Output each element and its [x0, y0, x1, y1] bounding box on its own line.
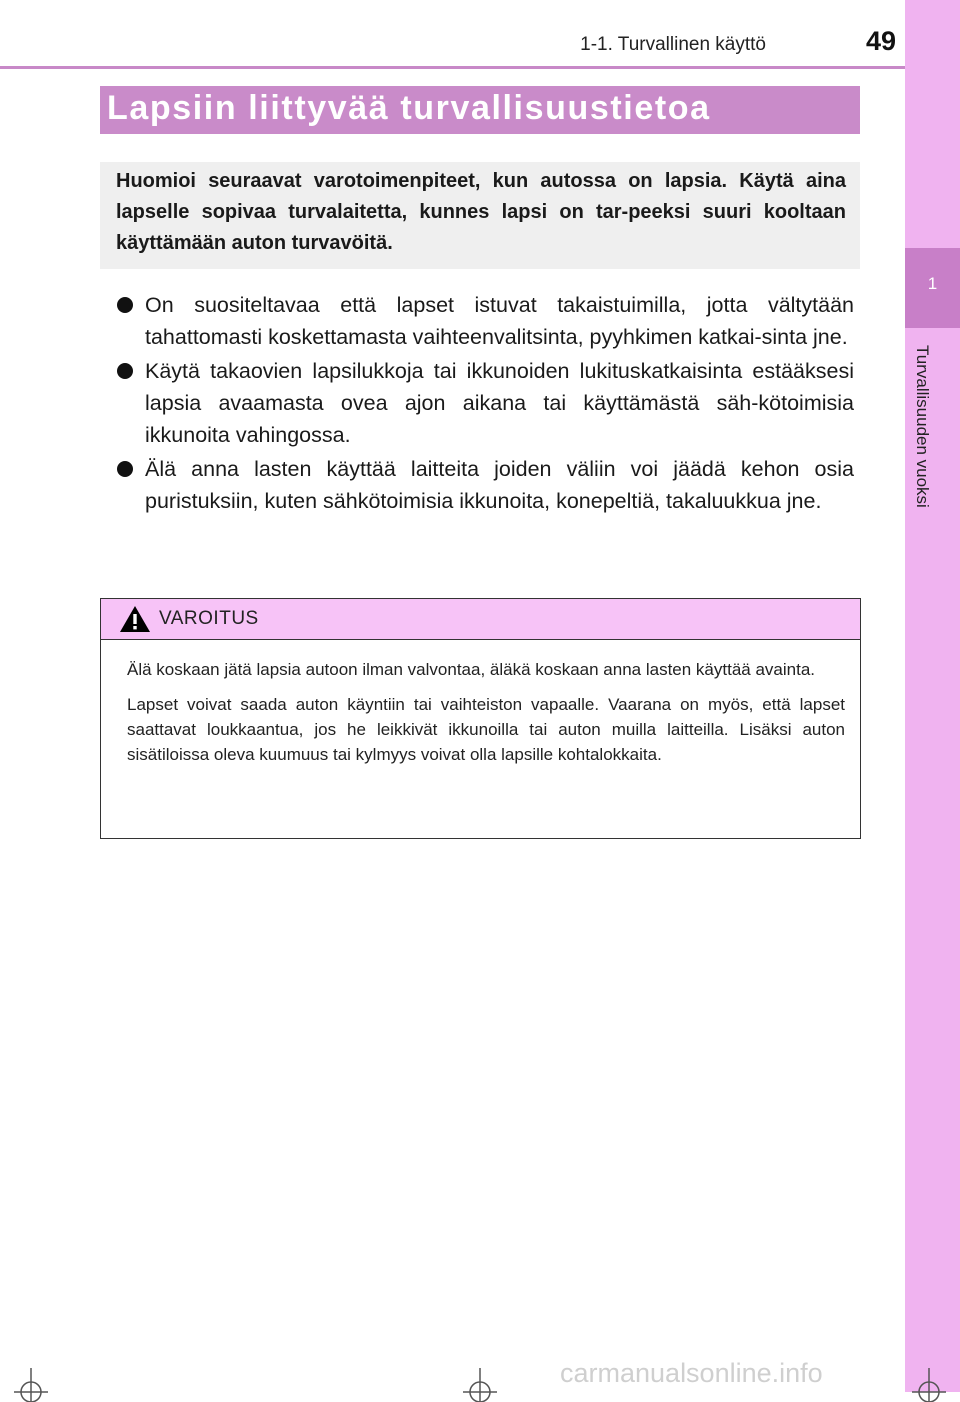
chapter-side-tab	[905, 0, 960, 1392]
warning-paragraph: Lapset voivat saada auton käyntiin tai vaihteiston vapaalle. Vaarana on myös, että lapset saattavat loukkaantua, jos he leikkivät ikkunoilla tai auton muilla laitteilla. Lisäksi auton sisätiloissa oleva kuumuus tai kylmyys voivat olla lapsille kohtalokkaita.	[127, 695, 845, 764]
list-item-text: On suositeltavaa että lapset istuvat takaistuimilla, jotta vältytään tahattomasti koskettamasta vaihteenvalitsinta, pyyhkimen katkai-sinta jne.	[145, 293, 854, 349]
warning-header	[101, 599, 860, 640]
list-item	[117, 355, 854, 451]
header-rule	[0, 66, 905, 69]
running-header-section: 1-1. Turvallinen käyttö	[580, 34, 766, 55]
warning-body	[127, 657, 845, 777]
warning-box	[100, 598, 861, 839]
list-item-text: Älä anna lasten käyttää laitteita joiden väliin voi jäädä kehon osia puristuksiin, kuten sähkötoimisia ikkunoita, konepeltiä, takaluukkua jne.	[145, 457, 854, 513]
crop-mark-icon	[463, 1368, 497, 1402]
bullet-list	[117, 289, 854, 519]
bullet-icon	[117, 461, 133, 477]
warning-paragraph: Älä koskaan jätä lapsia autoon ilman valvontaa, äläkä koskaan anna lasten käyttää avainta.	[127, 660, 816, 679]
crop-mark-icon	[912, 1368, 946, 1402]
list-item	[117, 289, 854, 353]
list-item	[117, 453, 854, 517]
chapter-number: 1	[927, 274, 938, 293]
chapter-title: Turvallisuuden vuoksi	[913, 345, 932, 508]
bullet-icon	[117, 297, 133, 313]
warning-label: VAROITUS	[159, 608, 259, 629]
page-number: 49	[865, 26, 896, 56]
crop-mark-icon	[14, 1368, 48, 1402]
bullet-icon	[117, 363, 133, 379]
intro-text: Huomioi seuraavat varotoimenpiteet, kun autossa on lapsia. Käytä aina lapselle sopivaa turvalaitetta, kunnes lapsi on tar-peeksi suuri kooltaan käyttämään auton turvavöitä.	[116, 170, 846, 254]
section-title: Lapsiin liittyvää turvallisuustietoa	[107, 89, 711, 127]
watermark: carmanualsonline.info	[560, 1358, 823, 1388]
warning-triangle-icon	[119, 605, 151, 633]
list-item-text: Käytä takaovien lapsilukkoja tai ikkunoiden lukituskatkaisinta estääksesi lapsia avaamasta ovea ajon aikana tai käyttämästä säh-kötoimisia ikkunoita vahingossa.	[145, 359, 854, 447]
